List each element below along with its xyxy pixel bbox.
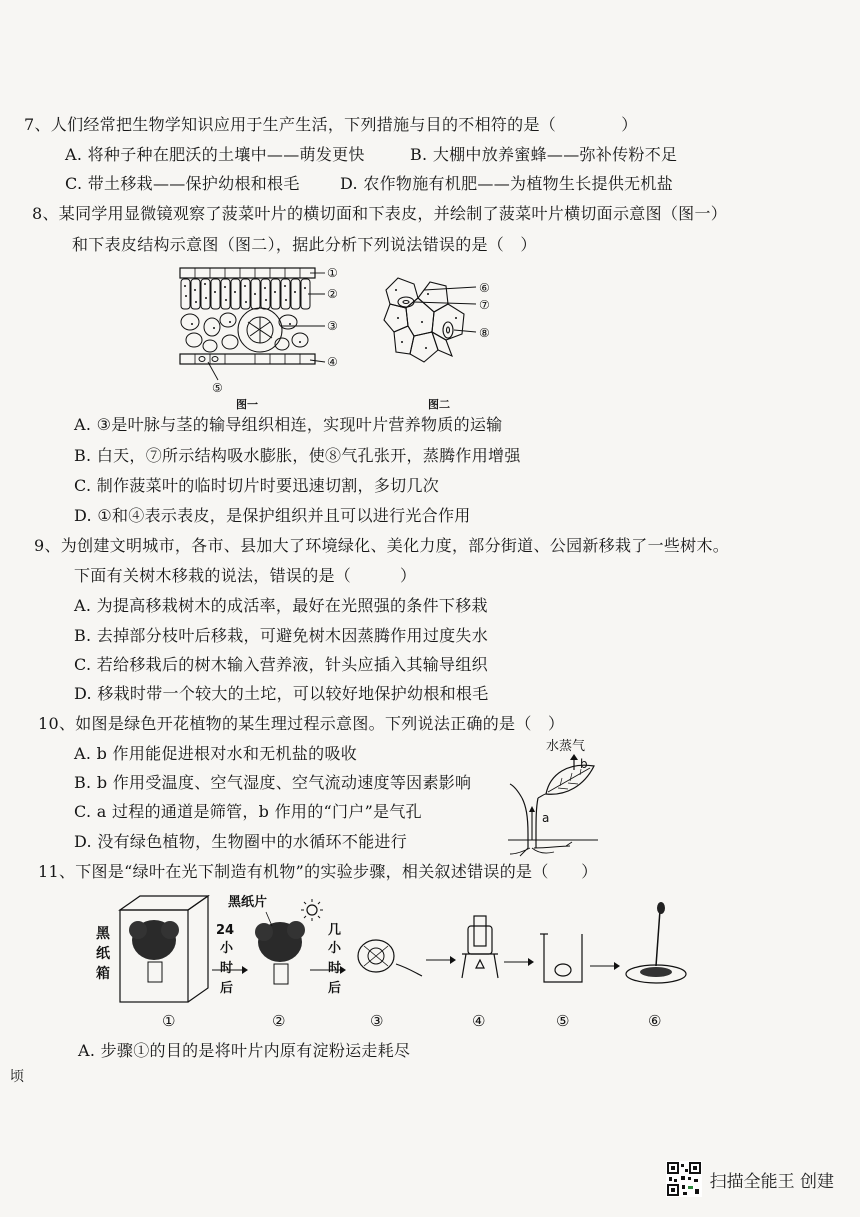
step-1: ① bbox=[162, 1012, 176, 1030]
box-label-1: 黑 bbox=[96, 926, 110, 942]
q8-option-a: A. ③是叶脉与茎的输导组织相连，实现叶片营养物质的运输 bbox=[74, 415, 503, 434]
q7-stem: 7、人们经常把生物学知识应用于生产生活，下列措施与目的不相符的是（ ） bbox=[24, 115, 638, 134]
q9-stem-line1: 9、为创建文明城市，各市、县加大了环境绿化、美化力度，部分街道、公园新移栽了一些树木。 bbox=[34, 536, 730, 555]
q8-stem-line2: 和下表皮结构示意图（图二），据此分析下列说法错误的是（ ） bbox=[72, 235, 537, 254]
fig1-caption: 图一 bbox=[236, 398, 258, 411]
q10-option-a: A. b 作用能促进根对水和无机盐的吸收 bbox=[74, 744, 358, 763]
q9-stem-line2: 下面有关树木移栽的说法，错误的是（ ） bbox=[74, 566, 417, 585]
sun-icon bbox=[301, 899, 323, 921]
q7-option-d: D. 农作物施有机肥——为植物生长提供无机盐 bbox=[340, 174, 674, 193]
lower-epidermis-figure bbox=[378, 270, 508, 370]
q10-option-d: D. 没有绿色植物，生物圈中的水循环不能进行 bbox=[74, 832, 408, 851]
q10-option-c: C. a 过程的通道是筛管，b 作用的“门户”是气孔 bbox=[74, 802, 422, 821]
water-vapor-label: 水蒸气 bbox=[546, 739, 586, 754]
time2-line4: 后 bbox=[328, 981, 342, 996]
step-6: ⑥ bbox=[648, 1012, 662, 1030]
q8-stem-line1: 8、某同学用显微镜观察了菠菜叶片的横切面和下表皮，并绘制了菠菜叶片横切面示意图（图一） bbox=[32, 204, 728, 223]
step-3: ③ bbox=[370, 1012, 384, 1030]
q9-option-c: C. 若给移栽后的树木输入营养液，针头应插入其输导组织 bbox=[74, 655, 488, 674]
fig2-label-6: ⑥ bbox=[479, 281, 490, 295]
q9-option-a: A. 为提高移栽树木的成活率，最好在光照强的条件下移栽 bbox=[74, 596, 488, 615]
time1-line4: 后 bbox=[220, 981, 234, 996]
box-label-2: 纸 bbox=[96, 946, 110, 962]
q9-option-d: D. 移栽时带一个较大的土坨，可以较好地保护幼根和根毛 bbox=[74, 684, 489, 703]
label-b: b bbox=[580, 757, 588, 771]
q7-option-c: C. 带土移栽——保护幼根和根毛 bbox=[65, 174, 300, 193]
q8-option-c: C. 制作菠菜叶的临时切片时要迅速切割，多切几次 bbox=[74, 476, 440, 495]
black-paper-label: 黑纸片 bbox=[228, 895, 268, 910]
step-4: ④ bbox=[472, 1012, 486, 1030]
step-5: ⑤ bbox=[556, 1012, 570, 1030]
box-label-3: 箱 bbox=[96, 966, 110, 982]
q9-option-b: B. 去掉部分枝叶后移栽，可避免树木因蒸腾作用过度失水 bbox=[74, 626, 489, 645]
q7-option-a: A. 将种子种在肥沃的土壤中——萌发更快 bbox=[65, 145, 365, 164]
qr-code-icon bbox=[666, 1161, 702, 1197]
time2-line3: 时 bbox=[328, 961, 342, 976]
time2-line1: 几 bbox=[328, 923, 342, 938]
experiment-steps-figure bbox=[96, 890, 716, 1030]
q7-option-b: B. 大棚中放养蜜蜂——弥补传粉不足 bbox=[410, 145, 678, 164]
fig1-label-2: ② bbox=[327, 287, 338, 301]
fig1-label-3: ③ bbox=[327, 319, 338, 333]
leaf-cross-section-figure bbox=[170, 262, 355, 397]
transpiration-plant-figure bbox=[498, 736, 608, 858]
time1-line3: 时 bbox=[220, 961, 234, 976]
q10-stem: 10、如图是绿色开花植物的某生理过程示意图。下列说法正确的是（ ） bbox=[38, 714, 565, 733]
fig1-label-4: ④ bbox=[327, 355, 338, 369]
time2-line2: 小 bbox=[328, 941, 342, 956]
q8-option-b: B. 白天，⑦所示结构吸水膨胀，使⑧气孔张开，蒸腾作用增强 bbox=[74, 446, 521, 465]
q11-option-a: A. 步骤①的目的是将叶片内原有淀粉运走耗尽 bbox=[78, 1041, 411, 1060]
scanner-watermark bbox=[666, 1161, 834, 1197]
q11-stem: 11、下图是“绿叶在光下制造有机物”的实验步骤，相关叙述错误的是（ ） bbox=[38, 862, 598, 881]
step-2: ② bbox=[272, 1012, 286, 1030]
label-a: a bbox=[542, 811, 550, 825]
time1-line1: 24 bbox=[216, 923, 235, 938]
q10-option-b: B. b 作用受温度、空气湿度、空气流动速度等因素影响 bbox=[74, 773, 472, 792]
fig1-label-1: ① bbox=[327, 266, 338, 280]
fig2-label-8: ⑧ bbox=[479, 326, 490, 340]
fig2-caption: 图二 bbox=[428, 398, 450, 411]
q8-option-d: D. ①和④表示表皮，是保护组织并且可以进行光合作用 bbox=[74, 506, 471, 525]
fig2-label-7: ⑦ bbox=[479, 298, 490, 312]
time1-line2: 小 bbox=[220, 941, 234, 956]
fig1-label-5: ⑤ bbox=[212, 381, 223, 395]
watermark-text: 扫描全能王 创建 bbox=[709, 1171, 834, 1192]
margin-mark: 顷 bbox=[10, 1069, 24, 1085]
